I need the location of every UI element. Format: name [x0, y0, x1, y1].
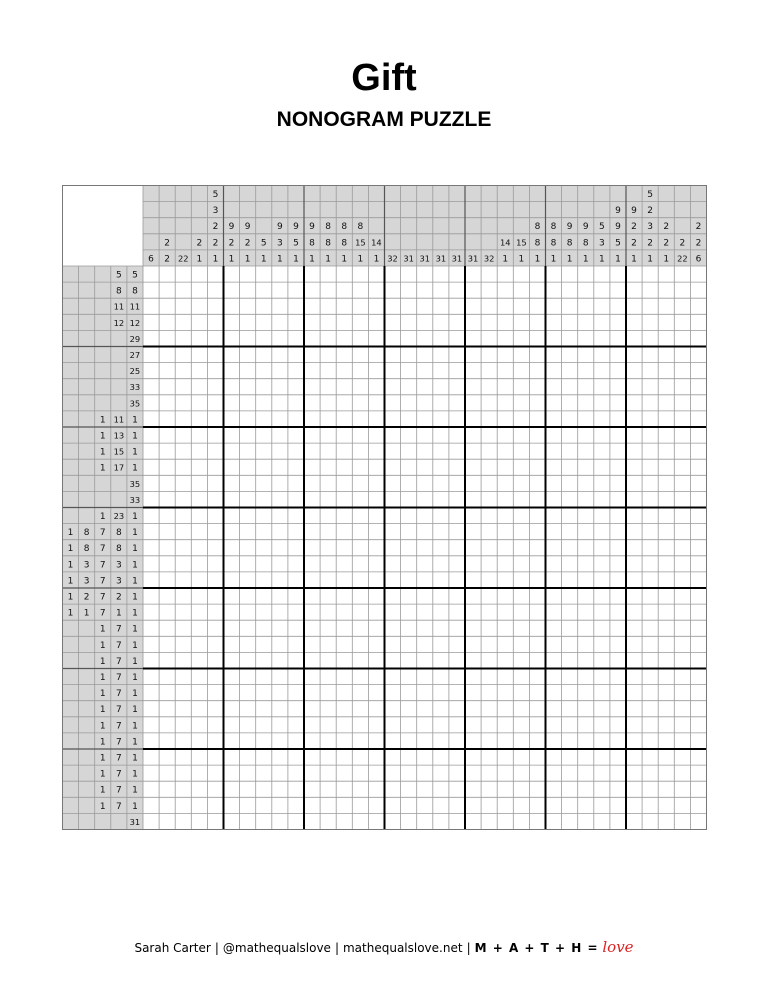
row-clue-number: 1	[132, 656, 138, 667]
column-clue-number: 22	[177, 253, 189, 264]
column-clue-number: 31	[419, 253, 431, 264]
row-clue-number: 31	[129, 816, 141, 827]
row-clue-number: 7	[115, 672, 122, 683]
row-clue-number: 1	[99, 431, 106, 442]
column-clue-number: 15	[355, 237, 366, 248]
footer: Sarah Carter | @mathequalslove | mathequalslove.net | M + A + T + H = love	[134, 938, 634, 956]
column-clue-number: 9	[631, 206, 637, 217]
row-clue-number: 1	[67, 544, 74, 555]
column-clue-number: 2	[679, 238, 686, 249]
column-clue-number: 9	[228, 222, 235, 233]
row-clue-number: 1	[132, 721, 138, 732]
column-clue-number: 15	[516, 237, 527, 248]
puzzle-subtitle: NONOGRAM PUZZLE	[276, 108, 492, 131]
row-clue-number: 1	[67, 592, 74, 603]
column-clue-number: 2	[663, 238, 670, 249]
row-clue-number: 15	[113, 446, 125, 457]
column-clue-number: 1	[631, 254, 637, 265]
row-clue-number: 33	[129, 494, 141, 505]
row-clue-number: 23	[113, 510, 125, 521]
column-clue-number: 8	[566, 238, 573, 249]
row-clue-number: 1	[132, 576, 138, 587]
column-clue-number: 9	[615, 206, 621, 217]
column-clue-number: 5	[598, 222, 605, 233]
row-clue-number: 1	[132, 705, 138, 716]
row-clue-number: 7	[99, 576, 106, 587]
row-clue-number: 1	[132, 447, 138, 458]
row-clue-number: 5	[132, 270, 138, 281]
column-clue-number: 31	[467, 253, 479, 264]
column-clue-number: 9	[582, 222, 589, 233]
column-clue-number: 3	[647, 222, 654, 233]
column-clue-number: 2	[164, 254, 171, 265]
row-clue-number: 3	[83, 576, 90, 587]
column-clue-number: 1	[550, 254, 557, 265]
column-clue-number: 8	[534, 222, 541, 233]
column-clue-number: 1	[212, 254, 219, 265]
column-clue-number: 2	[695, 238, 702, 249]
row-clue-number: 7	[115, 721, 122, 732]
column-clue-number: 1	[534, 254, 541, 265]
row-clue-number: 1	[132, 672, 138, 683]
column-clue-number: 2	[695, 222, 702, 233]
row-clue-number: 1	[115, 608, 122, 619]
column-clue-number: 8	[582, 238, 589, 249]
column-clue-number: 1	[260, 254, 267, 265]
row-clue-number: 1	[99, 753, 106, 764]
puzzle-title: Gift	[351, 57, 417, 99]
column-clue-number: 2	[228, 238, 235, 249]
column-clue-number: 1	[196, 254, 203, 265]
column-clue-number: 8	[357, 222, 364, 233]
column-clue-number: 1	[293, 254, 299, 265]
row-clue-number: 8	[83, 528, 90, 539]
row-clue-number: 11	[113, 301, 125, 312]
column-clue-number: 1	[309, 254, 315, 265]
column-clue-number: 2	[647, 206, 654, 217]
column-clue-number: 8	[309, 238, 315, 249]
row-clue-number: 8	[83, 544, 90, 555]
row-clue-number: 1	[99, 689, 106, 700]
column-clue-number: 9	[276, 222, 283, 233]
corner-blank	[63, 186, 144, 267]
row-clue-number: 1	[83, 608, 90, 619]
column-clue-number: 2	[244, 238, 251, 249]
row-clue-number: 1	[132, 511, 138, 522]
row-clue-number: 2	[115, 592, 122, 603]
row-clue-number: 1	[132, 560, 138, 571]
row-clue-number: 1	[132, 463, 138, 474]
row-clue-number: 8	[115, 544, 122, 555]
row-clue-number: 3	[115, 576, 122, 587]
row-clue-number: 1	[99, 801, 106, 812]
row-clue-number: 8	[132, 286, 138, 297]
row-clue-number: 13	[113, 430, 125, 441]
row-clue-number: 12	[113, 317, 125, 328]
column-clue-number: 1	[502, 254, 509, 265]
column-clue-number: 5	[647, 189, 654, 200]
column-clue-number: 2	[663, 222, 670, 233]
row-clue-number: 1	[132, 785, 138, 796]
column-clue-number: 1	[518, 254, 525, 265]
footer-brand: M + A + T + H =	[474, 941, 599, 955]
row-clue-number: 7	[115, 753, 122, 764]
column-clue-number: 8	[325, 238, 332, 249]
row-clue-number: 7	[99, 560, 106, 571]
row-clue-number: 1	[99, 624, 106, 635]
row-clue-number: 27	[129, 349, 141, 360]
column-clue-number: 1	[276, 254, 283, 265]
row-clue-number: 1	[132, 640, 138, 651]
row-clue-number: 35	[129, 398, 141, 409]
row-clue-number: 11	[113, 414, 125, 425]
column-clue-number: 32	[387, 253, 398, 264]
row-clue-number: 1	[99, 785, 106, 796]
column-clue-number: 5	[212, 189, 219, 200]
row-clue-number: 7	[99, 544, 106, 555]
row-clue-number: 1	[67, 528, 74, 539]
row-clue-number: 1	[99, 511, 106, 522]
row-clue-number: 7	[115, 624, 122, 635]
row-clue-number: 1	[99, 447, 106, 458]
column-clue-number: 8	[550, 222, 557, 233]
column-clue-number: 1	[325, 254, 332, 265]
column-clue-number: 9	[615, 222, 621, 233]
footer-author: Sarah Carter	[134, 941, 211, 955]
column-clue-number: 5	[293, 238, 299, 249]
row-clue-number: 1	[132, 769, 138, 780]
row-clue-number: 1	[132, 753, 138, 764]
row-clue-number: 11	[129, 301, 141, 312]
row-clue-number: 7	[115, 769, 122, 780]
column-clue-number: 1	[615, 254, 621, 265]
footer-brand-word: love	[602, 938, 634, 956]
row-clue-number: 1	[99, 415, 106, 426]
column-clue-number: 9	[309, 222, 315, 233]
row-clue-number: 1	[132, 608, 138, 619]
column-clue-number: 8	[534, 238, 541, 249]
column-clue-number: 1	[598, 254, 605, 265]
row-clue-number: 1	[132, 689, 138, 700]
row-clue-number: 8	[115, 528, 122, 539]
nonogram-grid	[62, 185, 708, 831]
column-clue-number: 1	[228, 254, 235, 265]
row-clue-number: 1	[67, 560, 74, 571]
row-clue-number: 1	[132, 592, 138, 603]
column-clue-number: 2	[212, 238, 219, 249]
row-clue-number: 1	[99, 721, 106, 732]
column-clue-number: 3	[212, 206, 219, 217]
row-clue-number: 1	[99, 769, 106, 780]
column-clue-number: 1	[566, 254, 573, 265]
column-clue-number: 3	[598, 238, 605, 249]
row-clue-number: 25	[129, 366, 141, 377]
column-clue-number: 2	[647, 238, 654, 249]
column-clue-number: 2	[631, 222, 637, 233]
column-clue-number: 3	[276, 238, 283, 249]
row-clue-number: 1	[67, 576, 74, 587]
row-clue-number: 12	[129, 317, 141, 328]
column-clue-number: 2	[631, 238, 637, 249]
column-clue-number: 14	[371, 237, 382, 248]
footer-website: mathequalslove.net	[342, 941, 463, 955]
row-clue-number: 1	[99, 640, 106, 651]
row-clue-number: 1	[132, 624, 138, 635]
row-clue-number: 7	[115, 785, 122, 796]
row-clue-number: 1	[132, 544, 138, 555]
row-clue-number: 29	[129, 333, 141, 344]
column-clue-number: 1	[582, 254, 589, 265]
row-clue-number: 1	[132, 415, 138, 426]
row-clue-number: 1	[99, 656, 106, 667]
column-clue-number: 31	[451, 253, 463, 264]
column-clue-number: 5	[260, 238, 267, 249]
column-clue-number: 1	[647, 254, 654, 265]
row-clue-number: 7	[99, 528, 106, 539]
row-clue-number: 7	[99, 608, 106, 619]
column-clue-number: 8	[341, 238, 348, 249]
column-clue-number: 8	[325, 222, 332, 233]
column-clue-number: 1	[663, 254, 670, 265]
row-clue-number: 7	[115, 737, 122, 748]
column-clue-number: 14	[499, 237, 511, 248]
row-clue-number: 35	[129, 478, 141, 489]
row-clue-number: 2	[83, 592, 90, 603]
column-clue-number: 6	[148, 254, 154, 265]
column-clue-number: 1	[357, 254, 364, 265]
footer-handle: @mathequalslove	[222, 941, 331, 955]
row-clue-number: 1	[99, 672, 106, 683]
row-clue-number: 7	[115, 705, 122, 716]
row-clue-number: 1	[132, 528, 138, 539]
row-clue-number: 7	[99, 592, 106, 603]
column-clue-number: 2	[196, 238, 203, 249]
column-clue-number: 2	[164, 238, 171, 249]
row-clue-number: 1	[132, 431, 138, 442]
column-clue-number: 31	[403, 253, 414, 264]
column-clue-number: 5	[615, 238, 621, 249]
row-clue-number: 7	[115, 801, 122, 812]
row-clue-number: 7	[115, 689, 122, 700]
row-clue-number: 1	[67, 608, 74, 619]
column-clue-number: 32	[483, 253, 495, 264]
row-clue-number: 3	[83, 560, 90, 571]
row-clue-number: 17	[113, 462, 125, 473]
column-clue-number: 9	[244, 222, 251, 233]
row-clue-number: 33	[129, 382, 141, 393]
column-clue-number: 1	[373, 254, 380, 265]
column-clue-number: 31	[435, 253, 447, 264]
row-clue-number: 3	[115, 560, 122, 571]
row-clue-number: 8	[115, 286, 122, 297]
row-clue-number: 5	[115, 270, 122, 281]
column-clue-number: 1	[244, 254, 251, 265]
column-clue-number: 1	[341, 254, 348, 265]
column-clue-number: 9	[293, 222, 299, 233]
row-clue-number: 1	[132, 801, 138, 812]
column-clue-number: 22	[677, 253, 688, 264]
column-clue-number: 6	[695, 254, 702, 265]
row-clue-number: 1	[132, 737, 138, 748]
row-clue-number: 1	[99, 705, 106, 716]
row-clue-number: 7	[115, 640, 122, 651]
row-clue-number: 1	[99, 463, 106, 474]
row-clue-number: 1	[99, 737, 106, 748]
column-clue-number: 8	[341, 222, 348, 233]
column-clue-number: 2	[212, 222, 219, 233]
column-clue-number: 9	[566, 222, 573, 233]
column-clue-number: 8	[550, 238, 557, 249]
row-clue-number: 7	[115, 656, 122, 667]
